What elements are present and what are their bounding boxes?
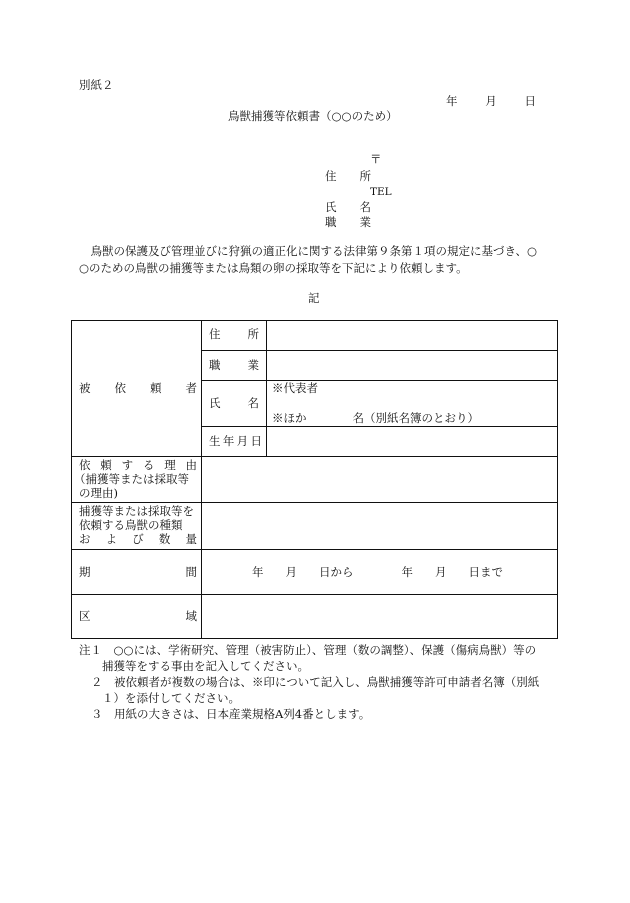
note-1-line-1: 注１ ○○には、学術研究、管理（被害防止）、管理（数の調整）、保護（傷病鳥獣）等の bbox=[79, 643, 537, 657]
reason-label: 依 頼 す る 理 由 （捕獲等または採取等 の理由) bbox=[74, 458, 197, 500]
document-title: 鳥獣捕獲等依頼書（○○のため） bbox=[228, 109, 398, 123]
applicant-address-label: 住 所 bbox=[325, 169, 371, 183]
note-1-line-2: 捕獲等をする事由を記入してください。 bbox=[102, 659, 309, 673]
requestee-occupation-label: 職 業 bbox=[209, 358, 259, 372]
ki-label: 記 bbox=[308, 291, 320, 305]
request-form-table bbox=[71, 320, 558, 639]
requestee-name-label: 氏 名 bbox=[209, 396, 259, 410]
postal-mark: 〒 bbox=[370, 152, 382, 166]
date-day-label: 日 bbox=[524, 94, 536, 108]
requestee-label: 被 依 頼 者 bbox=[79, 381, 197, 395]
date-line bbox=[446, 95, 536, 109]
body-text-line-2: ○のための鳥獣の捕獲等または鳥類の卵の採取等を下記により依頼します。 bbox=[79, 261, 468, 275]
attachment-label: 別紙２ bbox=[79, 78, 114, 92]
period-value: 年 月 日から 年 月 日まで bbox=[252, 565, 503, 579]
area-label: 区 域 bbox=[79, 609, 197, 623]
others-note: ※ほか 名（別紙名簿のとおり） bbox=[272, 411, 479, 425]
body-text-line-1: 鳥獣の保護及び管理並びに狩猟の適正化に関する法律第９条第１項の規定に基づき、○ bbox=[79, 244, 538, 258]
applicant-occupation-label: 職 業 bbox=[325, 215, 371, 229]
date-month-label: 月 bbox=[485, 94, 497, 108]
requestee-birthdate-label: 生 年 月 日 bbox=[209, 434, 262, 448]
requestee-address-label: 住 所 bbox=[209, 327, 259, 341]
date-year-label: 年 bbox=[446, 94, 458, 108]
note-3: ３ 用紙の大きさは、日本産業規格A列4番とします。 bbox=[91, 707, 371, 721]
note-2-line-1: ２ 被依頼者が複数の場合は、※印について記入し、鳥獣捕獲等許可申請者名簿（別紙 bbox=[91, 675, 540, 689]
note-2-line-2: １）を添付してください。 bbox=[102, 691, 240, 705]
representative-note: ※代表者 bbox=[272, 381, 318, 395]
period-label: 期 間 bbox=[79, 565, 197, 579]
applicant-name-label: 氏 名 bbox=[325, 200, 371, 214]
species-label: 捕獲等または採取等を 依頼する鳥獣の種類 お よ び 数 量 bbox=[79, 504, 197, 546]
tel-label: TEL bbox=[370, 186, 392, 198]
